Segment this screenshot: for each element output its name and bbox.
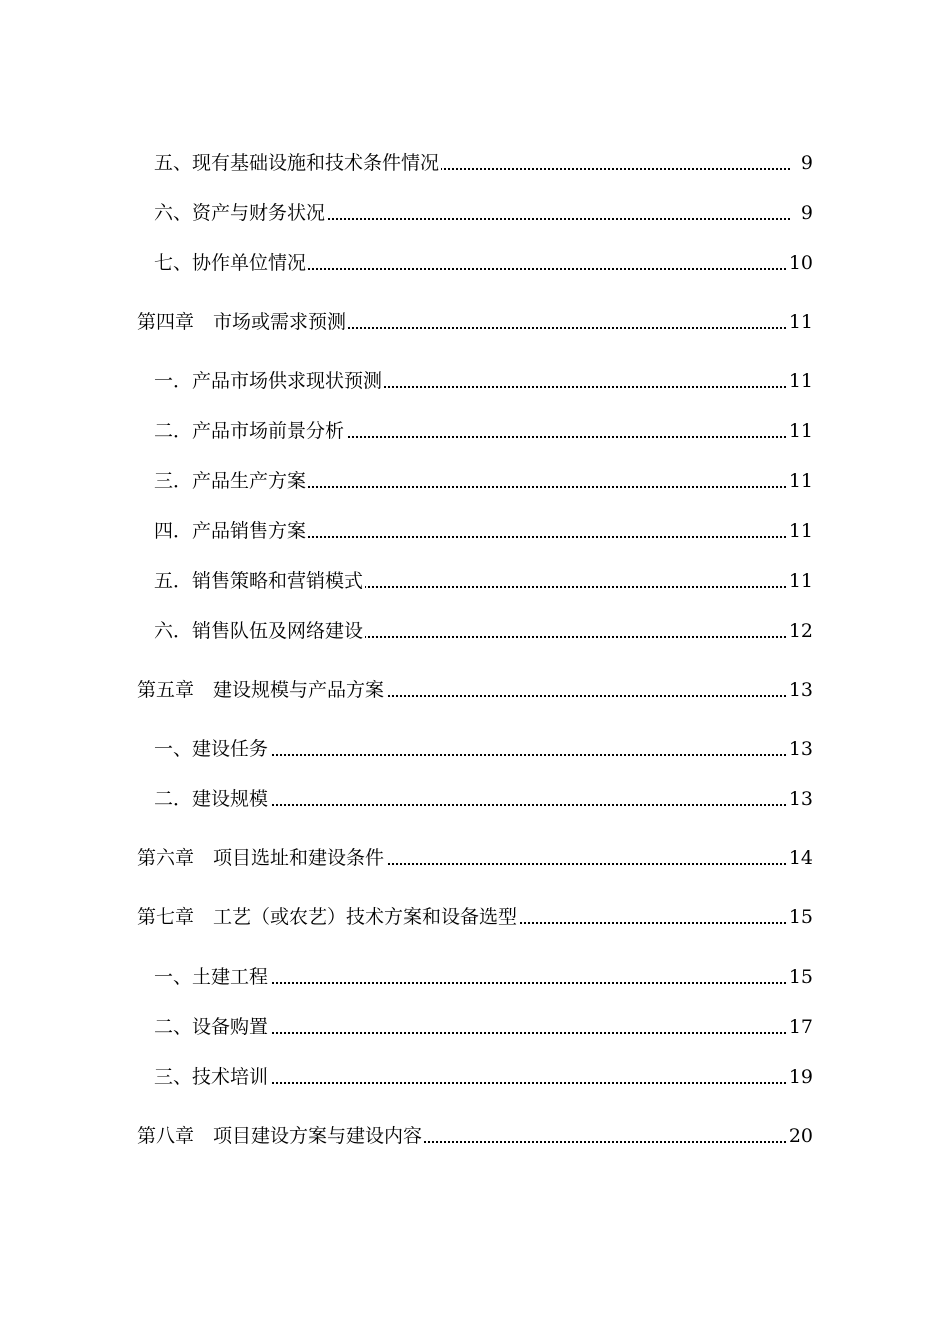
toc-entry[interactable] (0, 466, 950, 496)
toc-entry-page: 13 (788, 675, 813, 705)
toc-entry-page: 17 (788, 1012, 813, 1042)
toc-entry[interactable] (0, 416, 950, 446)
toc-entry[interactable] (0, 843, 950, 873)
toc-entry-title: 六、资产与财务状况 (154, 198, 327, 228)
toc-entry-title: 二．建设规模 (154, 784, 270, 814)
toc-entry[interactable] (0, 307, 950, 337)
toc-entry[interactable] (0, 366, 950, 396)
toc-entry-page: 11 (788, 366, 813, 396)
toc-entry-title: 二．产品市场前景分析 (154, 416, 346, 446)
toc-entry-title: 第七章 工艺（或农艺）技术方案和设备选型 (137, 902, 519, 932)
toc-entry-page: 19 (788, 1062, 813, 1092)
toc-entry[interactable] (0, 1062, 950, 1092)
toc-entry-title: 一、土建工程 (154, 962, 270, 992)
toc-entry-title: 五．销售策略和营销模式 (154, 566, 365, 596)
toc-entry-page: 11 (788, 307, 813, 337)
toc-entry[interactable] (0, 962, 950, 992)
toc-entry-page: 11 (788, 466, 813, 496)
toc-entry-page: 15 (788, 962, 813, 992)
toc-entry-title: 一．产品市场供求现状预测 (154, 366, 384, 396)
toc-entry[interactable] (0, 566, 950, 596)
toc-entry-title: 第六章 项目选址和建设条件 (137, 843, 386, 873)
toc-entry[interactable] (0, 148, 950, 178)
toc-entry[interactable] (0, 734, 950, 764)
toc-entry-title: 一、建设任务 (154, 734, 270, 764)
toc-entry-page: 11 (788, 416, 813, 446)
toc-entry-page: 14 (788, 843, 813, 873)
toc-entry-page: 20 (788, 1121, 813, 1151)
toc-entry[interactable] (0, 516, 950, 546)
toc-entry-page: 13 (788, 734, 813, 764)
toc-entry-page: 11 (788, 566, 813, 596)
toc-entry[interactable] (0, 902, 950, 932)
toc-entry-page: 9 (800, 148, 813, 178)
toc-entry-page: 11 (788, 516, 813, 546)
toc-entry-title: 三、技术培训 (154, 1062, 270, 1092)
toc-entry-title: 二、设备购置 (154, 1012, 270, 1042)
toc-entry[interactable] (0, 248, 950, 278)
toc-entry-page: 13 (788, 784, 813, 814)
toc-entry-page: 12 (788, 616, 813, 646)
toc-entry[interactable] (0, 1121, 950, 1151)
toc-entry[interactable] (0, 675, 950, 705)
toc-entry-title: 第四章 市场或需求预测 (137, 307, 348, 337)
toc-entry-title: 七、协作单位情况 (154, 248, 308, 278)
toc-entry-page: 9 (800, 198, 813, 228)
toc-entry-title: 六．销售队伍及网络建设 (154, 616, 365, 646)
toc-entry-title: 四．产品销售方案 (154, 516, 308, 546)
toc-entry[interactable] (0, 1012, 950, 1042)
toc-entry-title: 第五章 建设规模与产品方案 (137, 675, 386, 705)
toc-entry[interactable] (0, 616, 950, 646)
toc-entry[interactable] (0, 784, 950, 814)
toc-entry-title: 三．产品生产方案 (154, 466, 308, 496)
toc-entry-page: 10 (788, 248, 813, 278)
toc-entry[interactable] (0, 198, 950, 228)
toc-entry-title: 第八章 项目建设方案与建设内容 (137, 1121, 424, 1151)
toc-entry-title: 五、现有基础设施和技术条件情况 (154, 148, 441, 178)
toc-entry-page: 15 (788, 902, 813, 932)
